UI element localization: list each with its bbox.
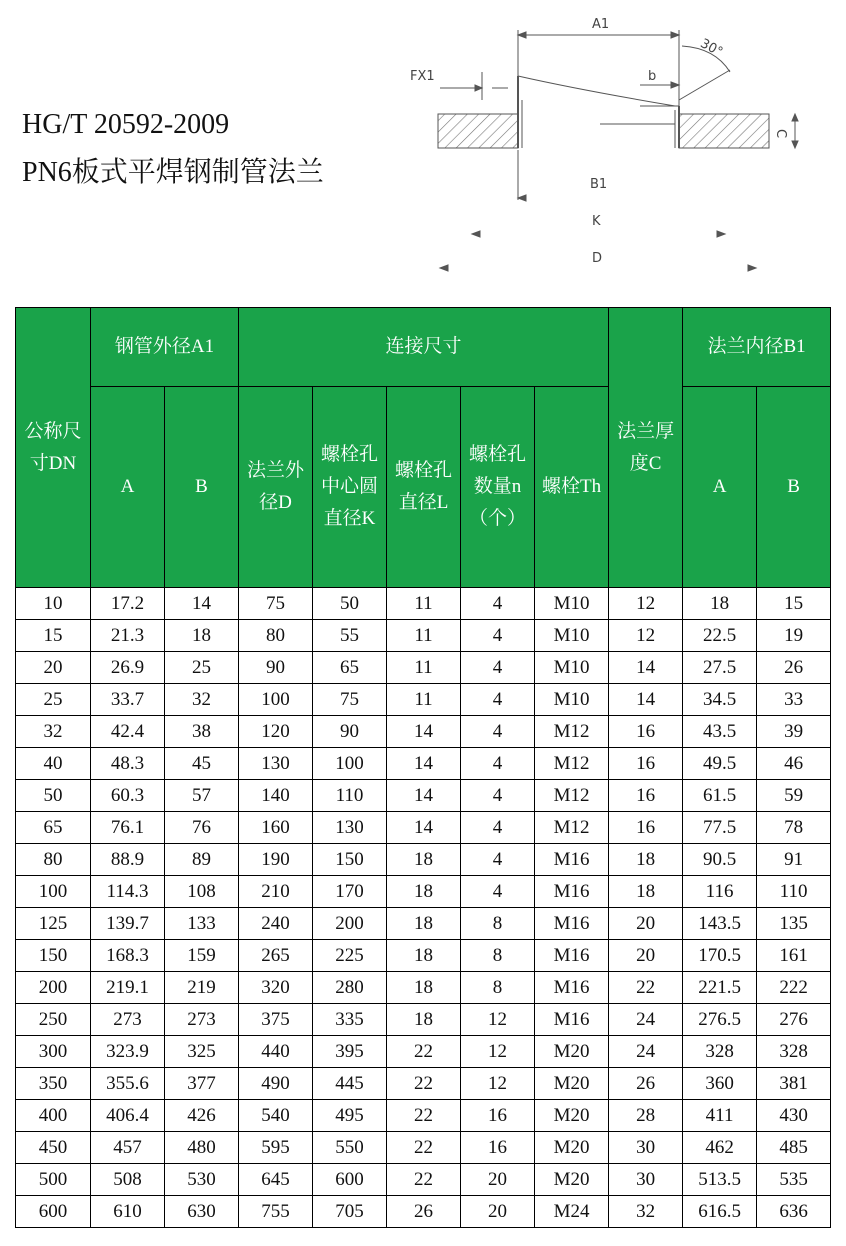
cell-b1-b: 535 <box>757 1164 831 1196</box>
cell-bolt-circle-k: 600 <box>313 1164 387 1196</box>
cell-dn: 150 <box>16 940 91 972</box>
cell-thickness-c: 20 <box>609 908 683 940</box>
cell-a1-a: 219.1 <box>91 972 165 1004</box>
cell-bolt-circle-k: 75 <box>313 684 387 716</box>
table-row <box>16 908 831 940</box>
cell-thickness-c: 26 <box>609 1068 683 1100</box>
cell-bolt-count-n: 4 <box>461 716 535 748</box>
cell-outer-diameter-d: 490 <box>239 1068 313 1100</box>
table-row <box>16 620 831 652</box>
cell-dn: 32 <box>16 716 91 748</box>
cell-thickness-c: 30 <box>609 1164 683 1196</box>
b1-arrow <box>518 195 526 201</box>
header-bolt-count-n: 螺栓孔数量n（个） <box>461 387 535 588</box>
table-body <box>16 588 831 1228</box>
cell-b1-b: 15 <box>757 588 831 620</box>
cell-outer-diameter-d: 75 <box>239 588 313 620</box>
cell-a1-a: 355.6 <box>91 1068 165 1100</box>
cell-bolt-circle-k: 50 <box>313 588 387 620</box>
cell-outer-diameter-d: 90 <box>239 652 313 684</box>
cell-bolt-circle-k: 65 <box>313 652 387 684</box>
cell-a1-a: 323.9 <box>91 1036 165 1068</box>
standard-code: HG/T 20592-2009 <box>22 109 230 140</box>
cell-outer-diameter-d: 100 <box>239 684 313 716</box>
cell-bolt-th: M20 <box>535 1068 609 1100</box>
cell-b1-b: 19 <box>757 620 831 652</box>
cell-outer-diameter-d: 440 <box>239 1036 313 1068</box>
cell-a1-a: 76.1 <box>91 812 165 844</box>
cell-thickness-c: 16 <box>609 812 683 844</box>
cell-b1-a: 18 <box>683 588 757 620</box>
cell-a1-a: 42.4 <box>91 716 165 748</box>
cell-a1-a: 508 <box>91 1164 165 1196</box>
cell-bolt-count-n: 4 <box>461 876 535 908</box>
cell-dn: 40 <box>16 748 91 780</box>
label-k: K <box>592 214 601 229</box>
cell-thickness-c: 16 <box>609 748 683 780</box>
cell-bolt-circle-k: 495 <box>313 1100 387 1132</box>
cell-bolt-count-n: 8 <box>461 972 535 1004</box>
cell-bolt-hole-l: 14 <box>387 780 461 812</box>
cell-dn: 300 <box>16 1036 91 1068</box>
cell-b1-a: 77.5 <box>683 812 757 844</box>
cell-a1-a: 168.3 <box>91 940 165 972</box>
flange-left-plate <box>438 114 518 148</box>
cell-a1-a: 48.3 <box>91 748 165 780</box>
cell-a1-b: 273 <box>165 1004 239 1036</box>
header-a1-b: B <box>165 387 239 588</box>
cell-outer-diameter-d: 320 <box>239 972 313 1004</box>
cell-a1-b: 426 <box>165 1100 239 1132</box>
cell-bolt-circle-k: 280 <box>313 972 387 1004</box>
cell-b1-a: 360 <box>683 1068 757 1100</box>
cell-b1-b: 78 <box>757 812 831 844</box>
cell-b1-b: 276 <box>757 1004 831 1036</box>
cell-bolt-circle-k: 395 <box>313 1036 387 1068</box>
cell-thickness-c: 16 <box>609 716 683 748</box>
cell-outer-diameter-d: 160 <box>239 812 313 844</box>
header-outer-diameter-d: 法兰外径D <box>239 387 313 588</box>
cell-bolt-th: M12 <box>535 780 609 812</box>
cell-bolt-count-n: 16 <box>461 1100 535 1132</box>
cell-a1-b: 14 <box>165 588 239 620</box>
cell-outer-diameter-d: 595 <box>239 1132 313 1164</box>
header-a1-group: 钢管外径A1 <box>91 308 239 387</box>
cell-bolt-hole-l: 11 <box>387 620 461 652</box>
cell-bolt-hole-l: 22 <box>387 1068 461 1100</box>
cell-a1-b: 133 <box>165 908 239 940</box>
cell-bolt-hole-l: 26 <box>387 1196 461 1228</box>
cell-bolt-th: M10 <box>535 652 609 684</box>
cell-bolt-th: M20 <box>535 1036 609 1068</box>
cell-bolt-th: M12 <box>535 716 609 748</box>
cell-bolt-th: M16 <box>535 844 609 876</box>
cell-dn: 15 <box>16 620 91 652</box>
cell-bolt-hole-l: 18 <box>387 940 461 972</box>
cell-bolt-th: M16 <box>535 876 609 908</box>
d-arrow-left <box>440 265 448 271</box>
cell-bolt-circle-k: 200 <box>313 908 387 940</box>
header-thickness-c: 法兰厚度C <box>609 308 683 588</box>
cell-dn: 50 <box>16 780 91 812</box>
cell-b1-b: 39 <box>757 716 831 748</box>
cell-bolt-count-n: 4 <box>461 652 535 684</box>
cell-outer-diameter-d: 140 <box>239 780 313 812</box>
table-row <box>16 1068 831 1100</box>
cell-thickness-c: 14 <box>609 652 683 684</box>
table-header <box>16 308 831 588</box>
cell-bolt-th: M24 <box>535 1196 609 1228</box>
cell-b1-b: 328 <box>757 1036 831 1068</box>
d-arrow-right <box>748 265 756 271</box>
flange-cross-section-drawing <box>400 0 830 290</box>
table-row <box>16 1164 831 1196</box>
cell-bolt-hole-l: 18 <box>387 1004 461 1036</box>
flange-dimension-table <box>15 307 831 1228</box>
cell-bolt-circle-k: 445 <box>313 1068 387 1100</box>
cell-a1-b: 89 <box>165 844 239 876</box>
cell-bolt-circle-k: 335 <box>313 1004 387 1036</box>
cell-thickness-c: 12 <box>609 620 683 652</box>
label-b1: B1 <box>590 177 608 192</box>
cell-bolt-count-n: 12 <box>461 1004 535 1036</box>
cell-bolt-circle-k: 55 <box>313 620 387 652</box>
header-bolt-th: 螺栓Th <box>535 387 609 588</box>
cell-b1-b: 636 <box>757 1196 831 1228</box>
label-d: D <box>592 251 603 266</box>
table-row <box>16 748 831 780</box>
table-row <box>16 1036 831 1068</box>
cell-bolt-circle-k: 90 <box>313 716 387 748</box>
cell-a1-b: 325 <box>165 1036 239 1068</box>
cell-outer-diameter-d: 265 <box>239 940 313 972</box>
cell-dn: 450 <box>16 1132 91 1164</box>
cell-dn: 600 <box>16 1196 91 1228</box>
cell-bolt-circle-k: 110 <box>313 780 387 812</box>
cell-bolt-th: M10 <box>535 620 609 652</box>
cell-b1-a: 328 <box>683 1036 757 1068</box>
cell-a1-b: 32 <box>165 684 239 716</box>
cell-a1-b: 18 <box>165 620 239 652</box>
cell-dn: 500 <box>16 1164 91 1196</box>
cell-a1-b: 377 <box>165 1068 239 1100</box>
cell-bolt-count-n: 4 <box>461 588 535 620</box>
cell-thickness-c: 30 <box>609 1132 683 1164</box>
cell-dn: 400 <box>16 1100 91 1132</box>
cell-dn: 20 <box>16 652 91 684</box>
cell-bolt-circle-k: 150 <box>313 844 387 876</box>
header-connection-group: 连接尺寸 <box>239 308 609 387</box>
cell-thickness-c: 18 <box>609 876 683 908</box>
cell-outer-diameter-d: 240 <box>239 908 313 940</box>
cell-thickness-c: 24 <box>609 1004 683 1036</box>
cell-outer-diameter-d: 80 <box>239 620 313 652</box>
cell-b1-b: 135 <box>757 908 831 940</box>
cell-bolt-count-n: 4 <box>461 748 535 780</box>
cell-a1-b: 480 <box>165 1132 239 1164</box>
cell-bolt-th: M12 <box>535 748 609 780</box>
cell-bolt-hole-l: 22 <box>387 1100 461 1132</box>
cell-a1-a: 139.7 <box>91 908 165 940</box>
a1-arrow-right <box>671 32 679 38</box>
table-row <box>16 684 831 716</box>
cell-b1-a: 43.5 <box>683 716 757 748</box>
cell-b1-b: 485 <box>757 1132 831 1164</box>
cell-bolt-th: M20 <box>535 1132 609 1164</box>
cell-dn: 200 <box>16 972 91 1004</box>
cell-a1-a: 406.4 <box>91 1100 165 1132</box>
cell-bolt-th: M16 <box>535 972 609 1004</box>
cell-bolt-count-n: 20 <box>461 1164 535 1196</box>
cell-bolt-hole-l: 18 <box>387 876 461 908</box>
cell-b1-a: 276.5 <box>683 1004 757 1036</box>
cell-thickness-c: 32 <box>609 1196 683 1228</box>
cell-a1-a: 21.3 <box>91 620 165 652</box>
cell-b1-b: 161 <box>757 940 831 972</box>
cell-bolt-hole-l: 18 <box>387 844 461 876</box>
cell-outer-diameter-d: 210 <box>239 876 313 908</box>
cell-outer-diameter-d: 130 <box>239 748 313 780</box>
cell-bolt-circle-k: 100 <box>313 748 387 780</box>
cell-outer-diameter-d: 645 <box>239 1164 313 1196</box>
c-arrow-bottom <box>792 141 798 148</box>
table-row <box>16 972 831 1004</box>
cell-bolt-circle-k: 225 <box>313 940 387 972</box>
cell-b1-b: 222 <box>757 972 831 1004</box>
cell-b1-a: 22.5 <box>683 620 757 652</box>
cell-b1-a: 411 <box>683 1100 757 1132</box>
label-b: b <box>648 69 657 84</box>
cell-bolt-th: M16 <box>535 908 609 940</box>
cell-b1-a: 513.5 <box>683 1164 757 1196</box>
table-row <box>16 1196 831 1228</box>
cell-b1-a: 116 <box>683 876 757 908</box>
table-row <box>16 1132 831 1164</box>
cell-thickness-c: 12 <box>609 588 683 620</box>
cell-b1-b: 59 <box>757 780 831 812</box>
cell-b1-b: 26 <box>757 652 831 684</box>
cell-a1-a: 17.2 <box>91 588 165 620</box>
cell-dn: 125 <box>16 908 91 940</box>
cell-a1-b: 25 <box>165 652 239 684</box>
cell-outer-diameter-d: 120 <box>239 716 313 748</box>
cell-bolt-count-n: 4 <box>461 620 535 652</box>
cell-bolt-circle-k: 130 <box>313 812 387 844</box>
angle-leader <box>679 70 730 100</box>
cell-a1-a: 114.3 <box>91 876 165 908</box>
cell-dn: 80 <box>16 844 91 876</box>
cell-bolt-hole-l: 11 <box>387 652 461 684</box>
cell-thickness-c: 22 <box>609 972 683 1004</box>
cell-dn: 100 <box>16 876 91 908</box>
cell-bolt-circle-k: 550 <box>313 1132 387 1164</box>
cell-bolt-hole-l: 22 <box>387 1164 461 1196</box>
cell-dn: 25 <box>16 684 91 716</box>
b-arrow <box>671 82 679 88</box>
cell-thickness-c: 28 <box>609 1100 683 1132</box>
flange-right-plate <box>679 114 769 148</box>
cell-dn: 350 <box>16 1068 91 1100</box>
cell-b1-a: 61.5 <box>683 780 757 812</box>
cell-bolt-th: M10 <box>535 684 609 716</box>
cell-bolt-th: M16 <box>535 1004 609 1036</box>
table-row <box>16 588 831 620</box>
table-row <box>16 1100 831 1132</box>
cell-bolt-hole-l: 22 <box>387 1036 461 1068</box>
cell-outer-diameter-d: 540 <box>239 1100 313 1132</box>
fx-arrow <box>475 85 482 91</box>
cell-b1-b: 91 <box>757 844 831 876</box>
header-b1-b: B <box>757 387 831 588</box>
table-row <box>16 1004 831 1036</box>
k-arrow-right <box>717 231 725 237</box>
cell-bolt-count-n: 12 <box>461 1036 535 1068</box>
cell-bolt-hole-l: 14 <box>387 748 461 780</box>
cell-dn: 10 <box>16 588 91 620</box>
cell-bolt-count-n: 20 <box>461 1196 535 1228</box>
cell-b1-b: 46 <box>757 748 831 780</box>
table-row <box>16 940 831 972</box>
cell-outer-diameter-d: 375 <box>239 1004 313 1036</box>
header-dn: 公称尺寸DN <box>16 308 91 588</box>
label-c: C <box>773 129 788 139</box>
label-a1: A1 <box>592 17 610 32</box>
cell-bolt-th: M16 <box>535 940 609 972</box>
cell-a1-a: 457 <box>91 1132 165 1164</box>
table-row <box>16 876 831 908</box>
cell-bolt-count-n: 8 <box>461 940 535 972</box>
cell-thickness-c: 14 <box>609 684 683 716</box>
cell-a1-b: 108 <box>165 876 239 908</box>
cell-a1-a: 33.7 <box>91 684 165 716</box>
cell-a1-a: 610 <box>91 1196 165 1228</box>
cell-bolt-count-n: 4 <box>461 812 535 844</box>
cell-thickness-c: 16 <box>609 780 683 812</box>
cell-bolt-hole-l: 14 <box>387 812 461 844</box>
cell-bolt-hole-l: 11 <box>387 588 461 620</box>
table-row <box>16 844 831 876</box>
cell-dn: 65 <box>16 812 91 844</box>
cell-bolt-count-n: 8 <box>461 908 535 940</box>
header-bolt-circle-k: 螺栓孔中心圆直径K <box>313 387 387 588</box>
cell-bolt-th: M10 <box>535 588 609 620</box>
cell-b1-a: 27.5 <box>683 652 757 684</box>
cell-a1-b: 159 <box>165 940 239 972</box>
c-arrow-top <box>792 114 798 121</box>
cell-b1-b: 430 <box>757 1100 831 1132</box>
header-bolt-hole-l: 螺栓孔直径L <box>387 387 461 588</box>
header-b1-group: 法兰内径B1 <box>683 308 831 387</box>
cell-thickness-c: 24 <box>609 1036 683 1068</box>
cell-bolt-hole-l: 11 <box>387 684 461 716</box>
cell-bolt-count-n: 12 <box>461 1068 535 1100</box>
cell-a1-b: 630 <box>165 1196 239 1228</box>
label-angle: 30° <box>697 36 726 61</box>
cell-b1-a: 616.5 <box>683 1196 757 1228</box>
cell-bolt-hole-l: 18 <box>387 972 461 1004</box>
cell-thickness-c: 18 <box>609 844 683 876</box>
cell-b1-a: 49.5 <box>683 748 757 780</box>
label-fx: FX1 <box>410 69 435 84</box>
cell-bolt-hole-l: 14 <box>387 716 461 748</box>
cell-a1-a: 26.9 <box>91 652 165 684</box>
header-b1-a: A <box>683 387 757 588</box>
cell-b1-b: 381 <box>757 1068 831 1100</box>
header-a1-a: A <box>91 387 165 588</box>
table-row <box>16 780 831 812</box>
cell-b1-a: 221.5 <box>683 972 757 1004</box>
table-row <box>16 716 831 748</box>
k-arrow-left <box>472 231 480 237</box>
cell-dn: 250 <box>16 1004 91 1036</box>
cell-a1-b: 76 <box>165 812 239 844</box>
cell-bolt-th: M20 <box>535 1100 609 1132</box>
cell-bolt-count-n: 16 <box>461 1132 535 1164</box>
cell-bolt-th: M12 <box>535 812 609 844</box>
cell-a1-b: 57 <box>165 780 239 812</box>
a1-arrow-left <box>518 32 526 38</box>
cell-bolt-count-n: 4 <box>461 844 535 876</box>
cell-outer-diameter-d: 190 <box>239 844 313 876</box>
cell-bolt-hole-l: 22 <box>387 1132 461 1164</box>
cell-a1-b: 45 <box>165 748 239 780</box>
cell-bolt-count-n: 4 <box>461 684 535 716</box>
cell-b1-a: 462 <box>683 1132 757 1164</box>
cell-a1-a: 88.9 <box>91 844 165 876</box>
cell-bolt-circle-k: 705 <box>313 1196 387 1228</box>
cell-a1-b: 38 <box>165 716 239 748</box>
cell-b1-a: 90.5 <box>683 844 757 876</box>
cell-bolt-count-n: 4 <box>461 780 535 812</box>
cell-a1-a: 60.3 <box>91 780 165 812</box>
cell-outer-diameter-d: 755 <box>239 1196 313 1228</box>
cell-b1-a: 34.5 <box>683 684 757 716</box>
cell-thickness-c: 20 <box>609 940 683 972</box>
cell-bolt-th: M20 <box>535 1164 609 1196</box>
document-title: PN6板式平焊钢制管法兰 <box>22 157 324 188</box>
cell-b1-b: 33 <box>757 684 831 716</box>
cell-b1-b: 110 <box>757 876 831 908</box>
cell-b1-a: 170.5 <box>683 940 757 972</box>
cell-a1-a: 273 <box>91 1004 165 1036</box>
table-row <box>16 652 831 684</box>
cell-bolt-circle-k: 170 <box>313 876 387 908</box>
cell-a1-b: 219 <box>165 972 239 1004</box>
cell-bolt-hole-l: 18 <box>387 908 461 940</box>
cell-b1-a: 143.5 <box>683 908 757 940</box>
cell-a1-b: 530 <box>165 1164 239 1196</box>
table-row <box>16 812 831 844</box>
